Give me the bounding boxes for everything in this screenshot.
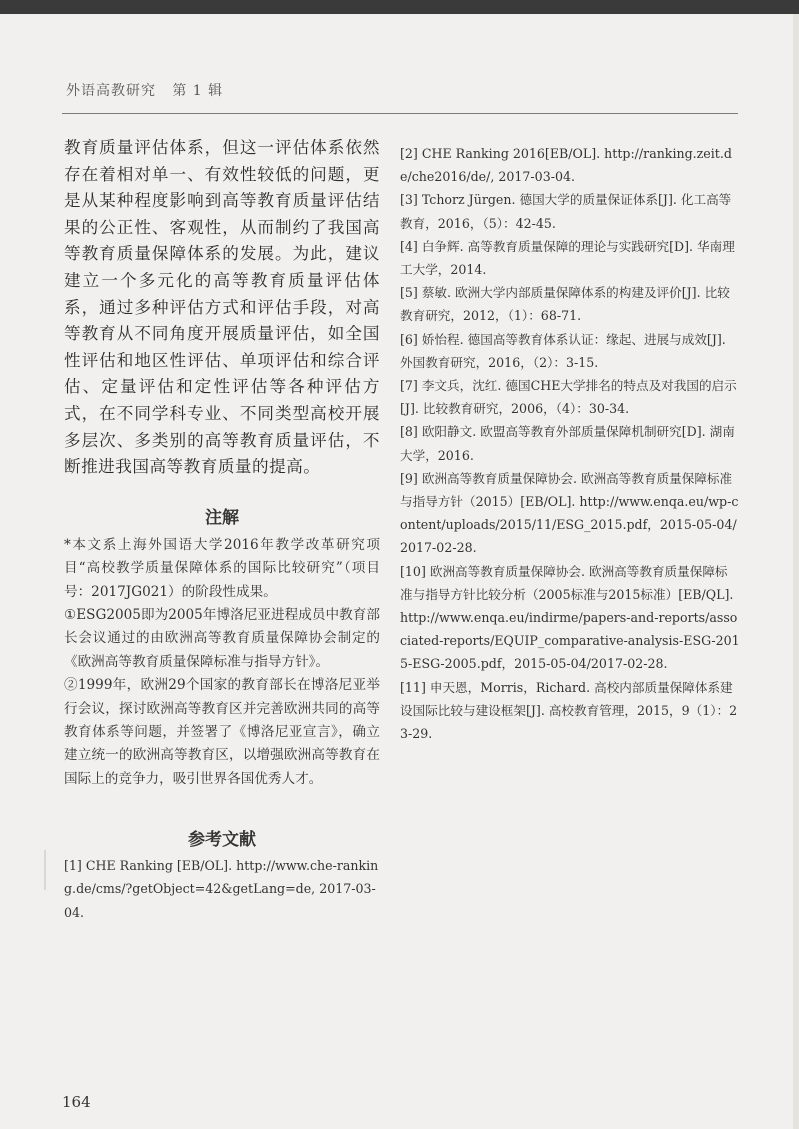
- notes-title: 注解: [205, 507, 239, 528]
- reference-item: [4] 白争辉. 高等教育质量保障的理论与实践研究[D]. 华南理工大学，2014.: [400, 238, 735, 278]
- reference-item: [2] CHE Ranking 2016[EB/OL]. http://ranking.zeit.de/che2016/de/, 2017-03-04.: [400, 146, 732, 185]
- notes-list: [64, 534, 380, 791]
- scan-top-edge: [0, 0, 799, 14]
- body-paragraph: 教育质量评估体系，但这一评估体系依然存在着相对单一、有效性较低的问题，更是从某种程度影响到高等教育质量评估结果的公正性、客观性，从而制约了我国高等教育质量保障体系的发展。为此，建议建立一个多元化的高等教育质量评估体系，通过多种评估方式和评估手段，对高等教育从不同角度开展质量评估，如全国性评估和地区性评估、单项评估和综合评估、定量评估和定性评估等各种评估方式，在不同学科专业、不同类型高校开展多层次、多类别的高等教育质量评估，不断推进我国高等教育质量的提高。: [64, 138, 380, 477]
- reference-item: [11] 申天恩，Morris，Richard. 高校内部质量保障体系建设国际比较与建设框架[J]. 高校教育管理，2015，9（1）：23-29.: [400, 679, 738, 742]
- left-column: [64, 135, 380, 924]
- right-column: [400, 142, 740, 745]
- reference-item: [5] 蔡敏. 欧洲大学内部质量保障体系的构建及评价[J]. 比较教育研究，2012，（1）：68-71.: [400, 285, 730, 324]
- header-rule: [62, 113, 738, 114]
- reference-item: [7] 李文兵，沈红. 德国CHE大学排名的特点及对我国的启示[J]. 比较教育研究，2006，（4）：30-34.: [400, 378, 737, 417]
- reference-item: [3] Tchorz Jürgen. 德国大学的质量保证体系[J]. 化工高等教育，2016，（5）：42-45.: [400, 192, 732, 231]
- note-item: ①ESG2005即为2005年博洛尼亚进程成员中教育部长会议通过的由欧洲高等教育质量保障协会制定的《欧洲高等教育质量保障标准与指导方针》。: [64, 606, 380, 670]
- note-item: *本文系上海外国语大学2016年教学改革研究项目“高校教学质量保障体系的国际比较研究”（项目号：2017JG021）的阶段性成果。: [64, 536, 380, 600]
- reference-item: [8] 欧阳静文. 欧盟高等教育外部质量保障机制研究[D]. 湖南大学，2016.: [400, 424, 735, 463]
- margin-mark: [44, 850, 46, 890]
- reference-item: [9] 欧洲高等教育质量保障协会. 欧洲高等教育质量保障标准与指导方针（2015）[EB/OL]. http://www.enqa.eu/wp-content/uploads/2015/11/ESG_2015.pdf，2015-05-04/2017-02-28.: [400, 470, 739, 556]
- scan-right-edge: [793, 14, 799, 1129]
- reference-item: [1] CHE Ranking [EB/OL]. http://www.che-ranking.de/cms/?getObject=42&getLang=de, 2017-03-04.: [64, 858, 379, 920]
- issue-number: 第 1 辑: [172, 83, 224, 99]
- reference-item: [6] 娇怡程. 德国高等教育体系认证：缘起、进展与成效[J]. 外国教育研究，2016，（2）：3-15.: [400, 331, 726, 370]
- journal-name: 外语高教研究: [66, 83, 156, 99]
- page-number: 164: [62, 1093, 91, 1111]
- running-head: [66, 80, 223, 100]
- note-item: ②1999年，欧洲29个国家的教育部长在博洛尼亚举行会议，探讨欧洲高等教育区并完善欧洲共同的高等教育体系等问题，并签署了《博洛尼亚宣言》，确立建立统一的欧洲高等教育区，以增强欧洲高等教育在国际上的竞争力，吸引世界各国优秀人才。: [64, 677, 380, 787]
- references-title: 参考文献: [188, 830, 256, 851]
- reference-item: [10] 欧洲高等教育质量保障协会. 欧洲高等教育质量保障标准与指导方针比较分析（2005标准与2015标准）[EB/QL]. http://www.enqa.eu/indirme/papers-and-reports/associated-reports/EQUIP_comparative-analysis-ESG-2015-ESG-2005.pdf，2015-05-04/2017-02-28.: [400, 563, 740, 672]
